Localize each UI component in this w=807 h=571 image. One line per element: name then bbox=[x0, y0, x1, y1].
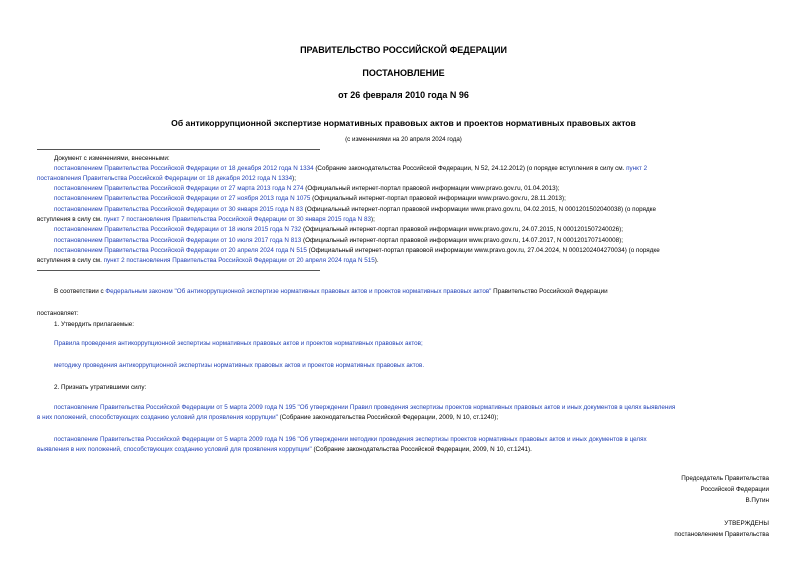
document-title: Об антикоррупционной экспертизе нормативных правовых актов и проектов нормативных правовых актов bbox=[171, 118, 636, 128]
amendment-item-continuation: вступления в силу см. пункт 2 постановления Правительства Российской Федерации от 20 апреля 2024 года N 515). bbox=[37, 257, 379, 264]
amendment-link[interactable]: постановлением Правительства Российской Федерации от 27 марта 2013 года N 274 bbox=[54, 185, 304, 192]
document-type: ПОСТАНОВЛЕНИЕ bbox=[362, 68, 445, 78]
amendment-item: постановлением Правительства Российской Федерации от 30 января 2015 года N 83 (Официальный интернет-портал правовой информации www.pravo.gov.ru, 04.02.2015, N 0001201502040038) (о порядке bbox=[54, 206, 656, 213]
amendment-clause-link[interactable]: пункт 2 bbox=[626, 165, 648, 172]
repealed-item bbox=[54, 435, 647, 445]
signatory-name: В.Путин bbox=[745, 497, 769, 504]
amendment-link[interactable]: пункт 2 постановления Правительства Российской Федерации от 20 апреля 2024 года N 515 bbox=[103, 257, 375, 264]
amendment-link[interactable]: постановлением Правительства Российской Федерации от 20 апреля 2024 года N 515 bbox=[54, 247, 307, 254]
changes-note: (с изменениями на 20 апреля 2024 года) bbox=[345, 136, 462, 143]
decides-label: постановляет: bbox=[37, 310, 79, 317]
item-1: 1. Утвердить прилагаемые: bbox=[54, 321, 134, 328]
amendment-item: постановлением Правительства Российской Федерации от 27 ноября 2013 года N 1075 (Официальный интернет-портал правовой информации www.pravo.gov.ru, 28.11.2013); bbox=[54, 195, 566, 202]
amendment-link[interactable]: постановлением Правительства Российской Федерации от 18 декабря 2012 года N 1334 bbox=[54, 165, 314, 172]
repealed-decree-link[interactable]: постановление Правительства Российской Федерации от 5 марта 2009 года N 195 "Об утверждении Правил проведения экспертизы проектов нормативных правовых актов и иных документов в целях выявления bbox=[54, 404, 676, 411]
approved-by: постановлением Правительства bbox=[674, 531, 769, 538]
amendment-link[interactable]: пункт 7 постановления Правительства Российской Федерации от 30 января 2015 года N 83 bbox=[103, 216, 371, 223]
document-date-number: от 26 февраля 2010 года N 96 bbox=[338, 90, 469, 100]
signature-position: Председатель Правительства bbox=[681, 475, 769, 482]
amendment-item-continuation: вступления в силу см. пункт 7 постановления Правительства Российской Федерации от 30 января 2015 года N 83); bbox=[37, 216, 375, 223]
repealed-item-continuation: выявления в них положений, способствующих созданию условий для проявления коррупции" (Собрание законодательства Российской Федерации, 2009, N 10, ст.1241). bbox=[37, 446, 532, 453]
amendment-link[interactable]: постановления Правительства Российской Федерации от 18 декабря 2012 года N 1334 bbox=[37, 175, 293, 182]
repealed-decree-link[interactable]: в них положений, способствующих созданию условий для проявления коррупции" bbox=[37, 414, 278, 421]
repealed-item bbox=[54, 403, 675, 413]
approved-label: УТВЕРЖДЕНЫ bbox=[724, 520, 769, 527]
amendment-link[interactable]: постановлением Правительства Российской Федерации от 27 ноября 2013 года N 1075 bbox=[54, 195, 311, 202]
amendment-item: постановлением Правительства Российской Федерации от 10 июля 2017 года N 813 (Официальный интернет-портал правовой информации www.pravo.gov.ru, 14.07.2017, N 0001201707140008); bbox=[54, 237, 624, 244]
bottom-divider bbox=[37, 270, 320, 271]
approved-rules-link[interactable]: Правила проведения антикоррупционной экспертизы нормативных правовых актов и проектов нормативных правовых актов; bbox=[54, 340, 423, 347]
amendment-item: постановлением Правительства Российской Федерации от 18 декабря 2012 года N 1334 (Собрание законодательства Российской Федерации, N 52, 24.12.2012) (о порядке вступления в силу см. пункт 2 bbox=[54, 165, 648, 172]
amendments-intro: Документ с изменениями, внесенными: bbox=[54, 155, 170, 162]
amendment-item: постановлением Правительства Российской Федерации от 20 апреля 2024 года N 515 (Официальный интернет-портал правовой информации www.pravo.gov.ru, 27.04.2024, N 0001202404270034) (о порядке bbox=[54, 247, 660, 254]
amendment-link[interactable]: постановлением Правительства Российской Федерации от 18 июля 2015 года N 732 bbox=[54, 226, 302, 233]
repealed-item-continuation: в них положений, способствующих созданию условий для проявления коррупции" (Собрание законодательства Российской Федерации, 2009, N 10, ст.1240); bbox=[37, 414, 499, 421]
amendment-item: постановлением Правительства Российской Федерации от 18 июля 2015 года N 732 (Официальный интернет-портал правовой информации www.pravo.gov.ru, 24.07.2015, N 0001201507240026); bbox=[54, 226, 624, 233]
amendment-item: постановлением Правительства Российской Федерации от 27 марта 2013 года N 274 (Официальный интернет-портал правовой информации www.pravo.gov.ru, 01.04.2013); bbox=[54, 185, 560, 192]
top-divider bbox=[37, 149, 320, 150]
repealed-decree-link[interactable]: выявления в них положений, способствующих созданию условий для проявления коррупции" bbox=[37, 446, 312, 453]
amendment-link[interactable]: постановлением Правительства Российской Федерации от 30 января 2015 года N 83 bbox=[54, 206, 304, 213]
amendment-link[interactable]: постановлением Правительства Российской Федерации от 10 июля 2017 года N 813 bbox=[54, 237, 302, 244]
item-2: 2. Признать утратившими силу: bbox=[54, 384, 147, 391]
approved-methodology-link[interactable]: методику проведения антикоррупционной экспертизы нормативных правовых актов и проектов нормативных правовых актов. bbox=[54, 362, 425, 369]
government-heading: ПРАВИТЕЛЬСТВО РОССИЙСКОЙ ФЕДЕРАЦИИ bbox=[300, 45, 507, 55]
signature-position-2: Российской Федерации bbox=[700, 486, 769, 493]
federal-law-link[interactable]: Федеральным законом "Об антикоррупционной экспертизе нормативных правовых актов и проектов нормативных правовых актов" bbox=[105, 288, 492, 295]
repealed-decree-link[interactable]: постановление Правительства Российской Федерации от 5 марта 2009 года N 196 "Об утверждении методики проведения экспертизы проектов нормативных правовых актов и иных документов в целях bbox=[54, 436, 647, 443]
preamble: В соответствии с Федеральным законом "Об антикоррупционной экспертизе нормативных правовых актов и проектов нормативных правовых актов" Правительство Российской Федерации bbox=[54, 288, 608, 295]
amendment-item-continuation: постановления Правительства Российской Федерации от 18 декабря 2012 года N 1334); bbox=[37, 175, 297, 182]
